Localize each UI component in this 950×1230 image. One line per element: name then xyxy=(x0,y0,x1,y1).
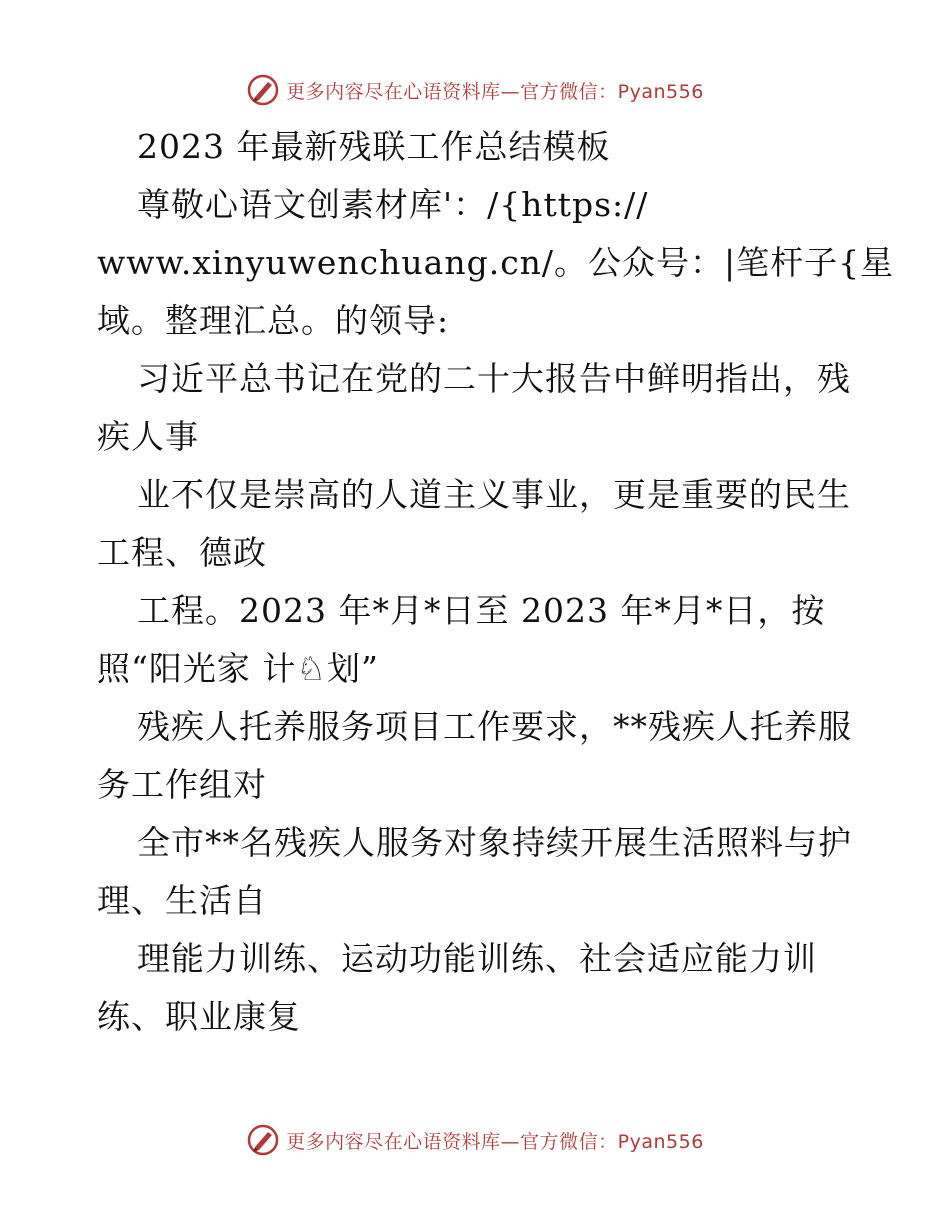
doc-line: 照“阳光家 计♘划” xyxy=(97,649,379,688)
header-banner xyxy=(0,70,950,110)
doc-title-line: 2023 年最新残联工作总结模板 xyxy=(137,127,611,166)
footer-banner-text: 更多内容尽在心语资料库—官方微信：Pyan556 xyxy=(286,1130,704,1153)
doc-line: 工程、德政 xyxy=(97,533,267,572)
header-banner-text: 更多内容尽在心语资料库—官方微信：Pyan556 xyxy=(286,80,704,103)
doc-line: 务工作组对 xyxy=(97,765,267,804)
doc-line: 理能力训练、运动功能训练、社会适应能力训 xyxy=(137,939,817,978)
doc-line: 域。整理汇总。的领导: xyxy=(97,301,450,340)
document-body xyxy=(97,118,895,1046)
pen-logo-icon xyxy=(246,1123,280,1157)
doc-line: 残疾人托养服务项目工作要求，**残疾人托养服 xyxy=(137,707,852,746)
doc-line: 全市**名残疾人服务对象持续开展生活照料与护 xyxy=(137,823,852,862)
doc-line: 习近平总书记在党的二十大报告中鲜明指出，残 xyxy=(137,359,851,398)
doc-line: 疾人事 xyxy=(97,417,199,456)
doc-line: www.xinyuwenchuang.cn/。公众号：|笔杆子{星 xyxy=(97,243,895,282)
doc-line: 业不仅是崇高的人道主义事业，更是重要的民生 xyxy=(137,475,851,514)
footer-banner xyxy=(0,1120,950,1160)
doc-line: 工程。2023 年*月*日至 2023 年*月*日，按 xyxy=(137,591,826,630)
doc-line: 练、职业康复 xyxy=(97,997,301,1036)
doc-line: 理、生活自 xyxy=(97,881,267,920)
pen-logo-icon xyxy=(246,73,280,107)
doc-line: 尊敬心语文创素材库'：/{https:// xyxy=(137,185,649,224)
